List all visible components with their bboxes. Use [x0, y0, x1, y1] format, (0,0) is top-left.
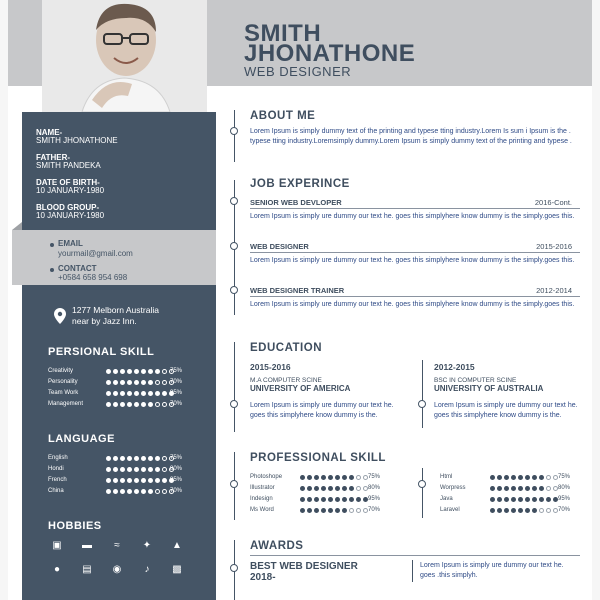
- divider: [250, 208, 580, 209]
- dot-filled: [349, 486, 354, 491]
- dot-filled: [335, 486, 340, 491]
- dot-filled: [120, 402, 125, 407]
- divider: [422, 360, 423, 428]
- dot-filled: [127, 369, 132, 374]
- skill-row: [48, 488, 208, 498]
- timeline-node: [230, 480, 238, 488]
- dot-filled: [497, 475, 502, 480]
- timeline-node: [230, 286, 238, 294]
- education-item-2: [434, 362, 584, 421]
- dot-filled: [342, 486, 347, 491]
- address-line-2: near by Jazz Inn.: [72, 316, 137, 326]
- globe-icon: ●: [53, 564, 61, 575]
- dot-filled: [106, 380, 111, 385]
- dot-empty: [546, 486, 551, 491]
- dot-filled: [141, 402, 146, 407]
- about-heading: ABOUT ME: [250, 110, 316, 122]
- dot-filled: [106, 489, 111, 494]
- dot-filled: [497, 508, 502, 513]
- job-2-title: WEB DESIGNER: [250, 242, 309, 251]
- dot-empty: [349, 508, 354, 513]
- dot-filled: [314, 475, 319, 480]
- dot-filled: [162, 478, 167, 483]
- skill-row: [250, 474, 410, 484]
- skill-level-dots: [300, 508, 368, 513]
- skill-row: [250, 507, 410, 517]
- dot-filled: [504, 497, 509, 502]
- skill-percent: 95%: [170, 477, 183, 483]
- skill-row: [250, 485, 410, 495]
- divider: [250, 555, 580, 556]
- dot-empty: [546, 475, 551, 480]
- skill-level-dots: [106, 391, 174, 396]
- dot-empty: [356, 486, 361, 491]
- name-label: NAME-: [36, 128, 63, 137]
- dot-empty: [162, 380, 167, 385]
- skill-row: [48, 466, 208, 476]
- skill-level-dots: [490, 508, 558, 513]
- skill-level-dots: [106, 456, 174, 461]
- name-first: SMITH: [244, 20, 322, 47]
- dot-filled: [113, 489, 118, 494]
- dot-filled: [134, 456, 139, 461]
- skill-name: Laravel: [440, 507, 460, 513]
- dot-filled: [113, 369, 118, 374]
- dot-filled: [511, 508, 516, 513]
- skill-name: Personality: [48, 379, 78, 385]
- dot-filled: [300, 486, 305, 491]
- timeline-node: [230, 127, 238, 135]
- dot-filled: [141, 456, 146, 461]
- skill-row: [48, 401, 208, 411]
- dot-filled: [113, 467, 118, 472]
- dot-filled: [141, 369, 146, 374]
- contact-band: [12, 230, 216, 285]
- dot-filled: [490, 497, 495, 502]
- dot-filled: [148, 391, 153, 396]
- dot-filled: [328, 475, 333, 480]
- skill-level-dots: [490, 497, 558, 502]
- dot-filled: [539, 486, 544, 491]
- skill-name: Worpress: [440, 485, 466, 491]
- skill-level-dots: [300, 486, 368, 491]
- dot-filled: [127, 391, 132, 396]
- book-icon: ▤: [82, 564, 92, 575]
- skill-level-dots: [106, 467, 174, 472]
- dot-filled: [134, 489, 139, 494]
- dot-filled: [511, 497, 516, 502]
- dot-empty: [162, 489, 167, 494]
- dot-filled: [120, 380, 125, 385]
- dot-filled: [127, 456, 132, 461]
- dot-filled: [113, 402, 118, 407]
- skill-percent: 95%: [558, 496, 571, 502]
- dot-empty: [155, 380, 160, 385]
- timeline-node: [230, 400, 238, 408]
- dot-filled: [120, 456, 125, 461]
- edu-2-school: UNIVERSITY OF AUSTRALIA: [434, 384, 544, 393]
- blood-value: 10 JANUARY-1980: [36, 211, 105, 220]
- skill-name: Management: [48, 401, 84, 407]
- skill-percent: 80%: [558, 485, 571, 491]
- edu-1-year: 2015-2016: [250, 362, 291, 372]
- dot-filled: [141, 489, 146, 494]
- skill-name: Hondi: [48, 466, 64, 472]
- dot-empty: [162, 402, 167, 407]
- dot-empty: [162, 467, 167, 472]
- skill-level-dots: [300, 497, 368, 502]
- dot-filled: [335, 497, 340, 502]
- dot-filled: [307, 475, 312, 480]
- dot-filled: [148, 478, 153, 483]
- dot-filled: [525, 497, 530, 502]
- dot-filled: [148, 489, 153, 494]
- skill-row: [48, 455, 208, 465]
- dot-filled: [106, 478, 111, 483]
- skill-percent: 75%: [170, 455, 183, 461]
- dot-empty: [155, 489, 160, 494]
- father-label: FATHER-: [36, 153, 71, 162]
- dot-filled: [106, 402, 111, 407]
- dot-empty: [356, 508, 361, 513]
- dot-filled: [342, 475, 347, 480]
- dot-filled: [490, 508, 495, 513]
- skill-percent: 75%: [368, 474, 381, 480]
- skill-name: Ms Word: [250, 507, 274, 513]
- instagram-icon: ▩: [172, 564, 182, 575]
- dot-filled: [120, 391, 125, 396]
- music-icon: ♪: [144, 564, 150, 575]
- awards-heading: AWARDS: [250, 540, 304, 552]
- dot-filled: [106, 369, 111, 374]
- job-1-text: Lorem Ipsum is simply ure dummy our text he. goes this simplyhere know dummy is the simply.goes this.: [250, 213, 575, 220]
- dot-filled: [127, 489, 132, 494]
- skill-name: French: [48, 477, 67, 483]
- skill-percent: 75%: [170, 368, 183, 374]
- bullet-icon: [50, 268, 54, 272]
- dot-filled: [307, 497, 312, 502]
- skill-name: China: [48, 488, 64, 494]
- dot-filled: [307, 508, 312, 513]
- camera-icon: ▣: [52, 540, 62, 551]
- skill-row: [440, 507, 592, 517]
- dot-filled: [314, 508, 319, 513]
- dot-filled: [335, 475, 340, 480]
- skill-row: [250, 496, 410, 506]
- dot-filled: [120, 467, 125, 472]
- skill-percent: 70%: [170, 379, 183, 385]
- job-1-date: 2016-Cont.: [534, 198, 572, 207]
- hobbies-heading: HOBBIES: [48, 520, 102, 532]
- award-title-line-2: 2018-: [250, 572, 276, 583]
- dot-filled: [148, 380, 153, 385]
- edu-1-school: UNIVERSITY OF AMERICA: [250, 384, 351, 393]
- dot-filled: [356, 497, 361, 502]
- dot-filled: [539, 475, 544, 480]
- timeline-line: [234, 110, 235, 162]
- dot-filled: [113, 478, 118, 483]
- dot-filled: [155, 478, 160, 483]
- professional-skill-heading: PROFESSIONAL SKILL: [250, 452, 386, 464]
- bullet-icon: [50, 243, 54, 247]
- dot-filled: [141, 478, 146, 483]
- dot-filled: [106, 467, 111, 472]
- skill-level-dots: [300, 475, 368, 480]
- swimming-icon: ≈: [114, 540, 120, 551]
- location-pin-icon: [54, 308, 66, 324]
- dot-empty: [155, 402, 160, 407]
- dot-filled: [511, 486, 516, 491]
- edu-2-text: Lorem Ipsum is simply ure dummy our text he. goes this simplyhere know dummy is the.: [434, 402, 578, 419]
- skill-level-dots: [490, 486, 558, 491]
- dot-filled: [134, 467, 139, 472]
- dot-filled: [321, 475, 326, 480]
- address-line-1: 1277 Melborn Australia: [72, 305, 159, 315]
- email-value[interactable]: yourmail@gmail.com: [58, 249, 133, 258]
- dot-filled: [504, 486, 509, 491]
- job-3-text: Lorem Ipsum is simply ure dummy our text he. goes this simplyhere know dummy is the simply.goes this.: [250, 301, 575, 308]
- skill-name: English: [48, 455, 68, 461]
- dot-filled: [328, 486, 333, 491]
- job-title: WEB DESIGNER: [244, 64, 352, 79]
- skill-row: [440, 485, 592, 495]
- skill-row: [440, 496, 592, 506]
- skill-level-dots: [106, 380, 174, 385]
- skill-name: Java: [440, 496, 453, 502]
- address: [72, 305, 159, 327]
- dot-filled: [518, 486, 523, 491]
- dot-filled: [127, 402, 132, 407]
- skill-row: [48, 390, 208, 400]
- skill-row: [48, 368, 208, 378]
- award-title: [250, 561, 358, 583]
- dot-filled: [314, 497, 319, 502]
- dot-filled: [141, 380, 146, 385]
- dot-filled: [155, 391, 160, 396]
- divider: [412, 560, 413, 582]
- job-3-date: 2012-2014: [536, 286, 572, 295]
- name-value: SMITH JHONATHONE: [36, 136, 118, 145]
- dot-filled: [532, 475, 537, 480]
- dot-filled: [127, 380, 132, 385]
- dot-filled: [518, 497, 523, 502]
- award-text: Lorem Ipsum is simply ure dummy our text he. goes .this simplyh.: [420, 562, 564, 579]
- dot-filled: [134, 391, 139, 396]
- hobbies-grid: [50, 540, 200, 576]
- personal-skill-heading: PERSIONAL SKILL: [48, 346, 155, 358]
- dot-empty: [162, 369, 167, 374]
- dot-filled: [148, 456, 153, 461]
- dot-filled: [349, 475, 354, 480]
- dot-filled: [148, 402, 153, 407]
- skill-name: Indesign: [250, 496, 273, 502]
- skill-level-dots: [490, 475, 558, 480]
- dot-filled: [349, 497, 354, 502]
- dot-filled: [314, 486, 319, 491]
- dot-filled: [497, 497, 502, 502]
- timeline-node: [230, 242, 238, 250]
- dot-filled: [106, 391, 111, 396]
- timeline-node: [418, 400, 426, 408]
- experience-heading: JOB EXPERINCE: [250, 178, 350, 190]
- dot-filled: [525, 486, 530, 491]
- dot-filled: [148, 467, 153, 472]
- dot-filled: [162, 391, 167, 396]
- skill-level-dots: [106, 489, 174, 494]
- timeline-node: [230, 197, 238, 205]
- dot-filled: [127, 478, 132, 483]
- dot-filled: [300, 497, 305, 502]
- dot-empty: [162, 456, 167, 461]
- dot-filled: [335, 508, 340, 513]
- dot-filled: [113, 456, 118, 461]
- dot-filled: [134, 478, 139, 483]
- dot-filled: [532, 497, 537, 502]
- skill-row: [48, 477, 208, 487]
- divider: [422, 468, 423, 518]
- dot-filled: [134, 380, 139, 385]
- job-2-text: Lorem Ipsum is simply ure dummy our text he. goes this simplyhere know dummy is the simply.goes this.: [250, 257, 575, 264]
- dot-filled: [113, 391, 118, 396]
- dot-filled: [525, 475, 530, 480]
- dot-filled: [141, 391, 146, 396]
- dot-filled: [328, 497, 333, 502]
- dot-filled: [113, 380, 118, 385]
- dot-filled: [106, 456, 111, 461]
- dot-empty: [356, 475, 361, 480]
- timeline-node: [418, 480, 426, 488]
- dob-value: 10 JANUARY-1980: [36, 186, 105, 195]
- divider: [250, 252, 580, 253]
- dot-filled: [539, 497, 544, 502]
- dot-filled: [490, 475, 495, 480]
- skill-percent: 70%: [170, 488, 183, 494]
- video-icon: ▬: [82, 540, 92, 551]
- skill-level-dots: [106, 369, 174, 374]
- dot-filled: [134, 369, 139, 374]
- dot-filled: [120, 478, 125, 483]
- skill-level-dots: [106, 402, 174, 407]
- dot-filled: [532, 508, 537, 513]
- dot-filled: [134, 402, 139, 407]
- skill-percent: 95%: [368, 496, 381, 502]
- name-last: JHONATHONE: [244, 40, 416, 67]
- skill-percent: 70%: [368, 507, 381, 513]
- skill-name: Team Work: [48, 390, 79, 396]
- skill-percent: 75%: [558, 474, 571, 480]
- timeline-node: [230, 564, 238, 572]
- skill-name: Photoshope: [250, 474, 283, 480]
- badminton-icon: ✦: [142, 540, 152, 551]
- phone-value: +0584 658 954 698: [58, 273, 128, 282]
- award-title-line-1: BEST WEB DESIGNER: [250, 561, 358, 572]
- dot-filled: [321, 486, 326, 491]
- dot-filled: [155, 467, 160, 472]
- dot-filled: [300, 508, 305, 513]
- skill-row: [48, 379, 208, 389]
- dot-filled: [321, 497, 326, 502]
- father-value: SMITH PANDEKA: [36, 161, 101, 170]
- dot-filled: [141, 467, 146, 472]
- skill-percent: 80%: [368, 485, 381, 491]
- dot-filled: [504, 475, 509, 480]
- car-icon: ▲: [172, 540, 182, 551]
- dot-filled: [155, 456, 160, 461]
- dot-filled: [546, 497, 551, 502]
- skill-percent: 80%: [170, 466, 183, 472]
- dot-filled: [342, 508, 347, 513]
- dot-filled: [120, 369, 125, 374]
- dot-filled: [120, 489, 125, 494]
- job-2-date: 2015-2016: [536, 242, 572, 251]
- divider: [250, 296, 580, 297]
- education-item-1: [250, 362, 400, 421]
- dot-filled: [518, 508, 523, 513]
- dot-filled: [307, 486, 312, 491]
- education-heading: EDUCATION: [250, 342, 323, 354]
- dot-filled: [497, 486, 502, 491]
- dot-filled: [148, 369, 153, 374]
- skill-name: Html: [440, 474, 453, 480]
- resume-page: [8, 0, 592, 600]
- edu-2-degree: BSC IN COMPUTER SCINE: [434, 377, 517, 384]
- job-3-title: WEB DESIGNER TRAINER: [250, 286, 345, 295]
- edu-2-year: 2012-2015: [434, 362, 475, 372]
- dot-filled: [321, 508, 326, 513]
- dot-filled: [511, 475, 516, 480]
- dot-filled: [300, 475, 305, 480]
- edu-1-degree: M.A COMPUTER SCINE: [250, 377, 322, 384]
- dot-filled: [342, 497, 347, 502]
- dot-filled: [532, 486, 537, 491]
- dot-filled: [490, 486, 495, 491]
- football-icon: ◉: [112, 564, 122, 575]
- email-label: EMAIL: [58, 239, 83, 248]
- about-text: Lorem Ipsum is simply dummy text of the printing and typese tting industry.Lorem Is sum i Ipsum is the . typese tting industry.Loremsimply dummy.Lorem Ipsum is simply dummy text of the printing and typese .: [250, 128, 572, 145]
- edu-1-text: Lorem Ipsum is simply ure dummy our text he. goes this simplyhere know dummy is the.: [250, 402, 394, 419]
- profile-photo: [42, 0, 207, 112]
- blood-label: BLOOD GROUP-: [36, 203, 100, 212]
- dot-filled: [155, 369, 160, 374]
- skill-name: Creativity: [48, 368, 74, 374]
- job-1-title: SENIOR WEB DEVLOPER: [250, 198, 342, 207]
- dot-empty: [539, 508, 544, 513]
- skill-percent: 95%: [170, 390, 183, 396]
- language-heading: LANGUAGE: [48, 433, 115, 445]
- skill-name: Illustrator: [250, 485, 275, 491]
- dot-filled: [504, 508, 509, 513]
- timeline-line: [234, 342, 235, 432]
- dot-filled: [525, 508, 530, 513]
- dot-filled: [127, 467, 132, 472]
- skill-percent: 70%: [558, 507, 571, 513]
- dob-label: DATE OF BIRTH-: [36, 178, 100, 187]
- skill-level-dots: [106, 478, 174, 483]
- dot-empty: [546, 508, 551, 513]
- dot-filled: [328, 508, 333, 513]
- skill-percent: 70%: [170, 401, 183, 407]
- contact-label: CONTACT: [58, 264, 97, 273]
- dot-filled: [518, 475, 523, 480]
- skill-row: [440, 474, 592, 484]
